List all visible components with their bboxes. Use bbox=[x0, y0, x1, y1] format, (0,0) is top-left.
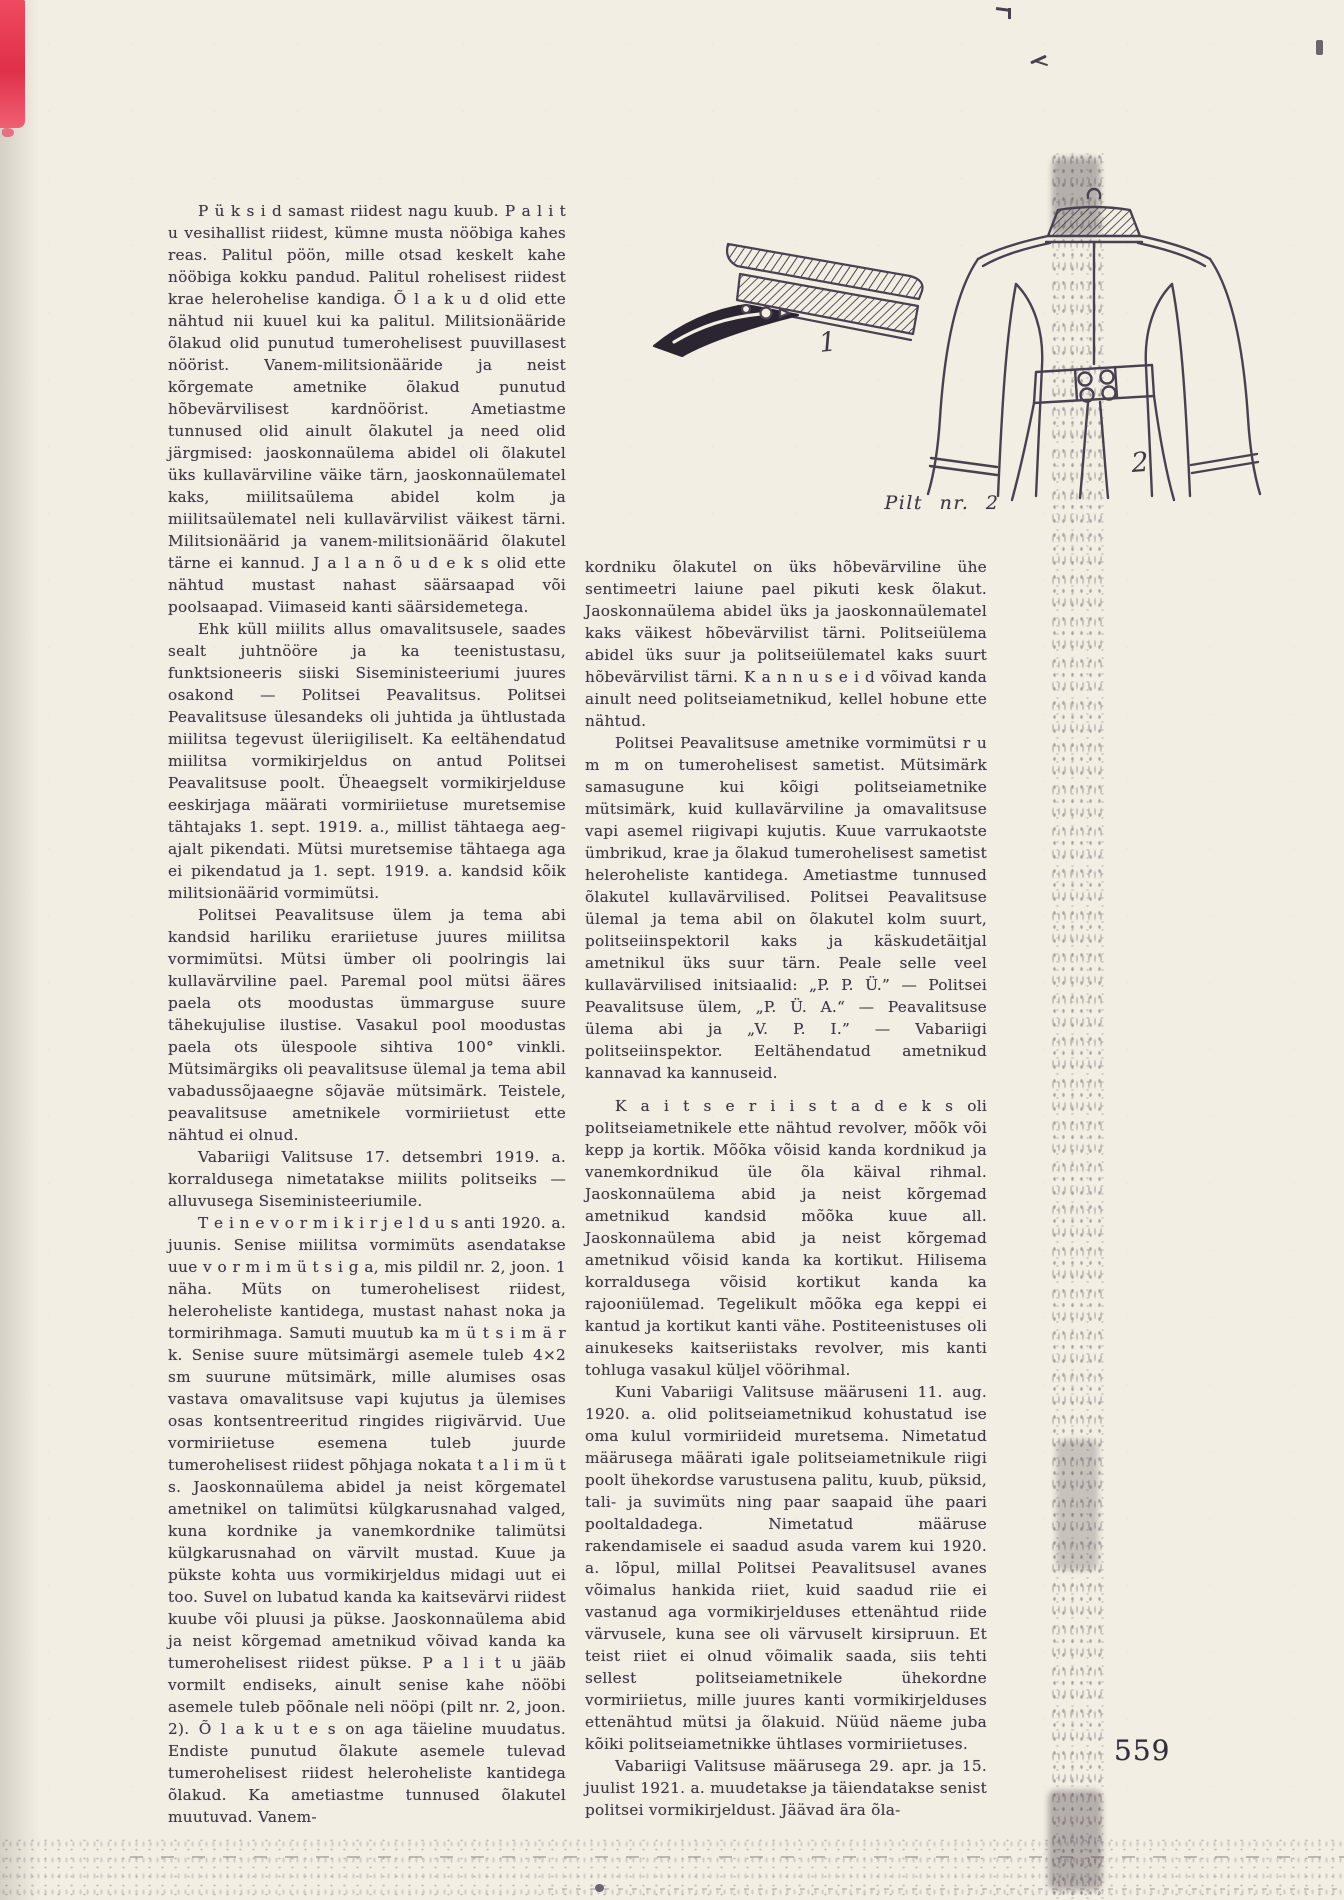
jacket-drawing bbox=[928, 189, 1260, 500]
scan-artifact-smudge bbox=[1056, 1440, 1098, 1570]
scan-artifact-mark bbox=[1008, 8, 1011, 19]
cap-visor bbox=[654, 305, 798, 356]
scan-artifact-red-fleck bbox=[2, 128, 14, 137]
scan-artifact-bottom-noise bbox=[0, 1836, 1344, 1900]
cap-button bbox=[761, 308, 772, 319]
jacket-shoulder-right bbox=[1140, 236, 1210, 259]
figure-pilt-2 bbox=[588, 166, 1280, 518]
paragraph: T e i n e v o r m i k i r j e l d u s anti 1920. a. juunis. Senise miilitsa vormimüts asendatakse uue v o r m i m ü t s i g a, mis pildil nr. 2, joon. 1 näha. Müts on tumerohelisest riidest, heleroheliste kantidega, mustast nahast noka ja tormirihmaga. Samuti muutub ka m ü t s i m ä r k. Senise suure mütsimärgi asemele tuleb 4×2 sm suurune mütsimärk, mille alumises osas vastava omavalitsuse vapi kujutus ja ülemises osas kontsentreeritud ringides riigivärvid. Uue vormiriietuse esemena tuleb juurde tumerohelisest riidest põhjaga nokata t a l i m ü t s. Jaoskonnaülema abidel ja neist kõrgematel ametnikel on talimütsi külgkarusnahad valged, kuna kordnike ja vanemkordnike talimütsi külgkarusnahad on värvilt mustad. Kuue ja pükste kohta uus vormikirjeldus midagi uut ei too. Suvel on lubatud kanda ka kaitsevärvi riidest kuube või pluusi ja pükse. Jaoskonnaülema abid ja neist kõrgemad ametnikud võivad kanda ka tumerohelisest riidest pükse. P a l i t u jääb vormilt endiseks, ainult senise kahe nööbi asemele tuleb põõnale neli nööpi (pilt nr. 2, joon. 2). Õ l a k u t e s on aga täieline muudatus. Endiste punutud õlakute asemele tulevad tumerohelisest riidest heleroheliste kantidega õlakud. Ka ametiastme tunnused õlakutel muutuvad. Vanem- bbox=[168, 1214, 566, 1826]
uniform-illustration bbox=[588, 166, 1280, 518]
jacket-cuff-left bbox=[930, 458, 997, 475]
paragraph: Politsei Peavalitsuse ülem ja tema abi kandsid hariliku erariietuse juures miilitsa vormimütsi. Mütsi ümber oli poolringis lai kullavärviline pael. Paremal pool mütsi ääres paela ots moodustas ümmarguse suure tähekujulise ilustise. Vasakul pool moodustas paela ots ülespoole sihtiva 100° vinkli. Mütsimärgiks oli peavalitsuse ülemal ja tema abil vabadussõjaaegne sõjaväe mütsimärk. Teistele, peavalitsuse ametnikele vormiriietust ette nähtud ei olnud. bbox=[168, 906, 566, 1144]
cap-button bbox=[742, 305, 750, 313]
jacket-cuff-right bbox=[1191, 454, 1258, 473]
paragraph: Ehk küll miilits allus omavalitsusele, saades sealt juhtnööre ja ka teenistustasu, funktsioneeris siiski Siseministeeriumi juures osakond — Politsei Peavalitsus. Politsei Peavalitsuse ülesandeks oli juhtida ja ühtlustada miilitsa tegevust üleriigiliselt. Ka eeltähendatud miilitsa vormikirjeldus on antud Politsei Peavalitsuse poolt. Üheaegselt vormikirjelduse eeskirjaga määrati vormiriietuse muretsemise tähtajaks 1. sept. 1919. a., millist tähtaega aeg-ajalt pikendati. Mütsi muretsemise tähtaega aga ei pikendatud ja 1. sept. 1919. a. kandsid kõik militsionäärid vormimütsi. bbox=[168, 620, 566, 902]
jacket-armhole-right bbox=[1146, 284, 1172, 366]
scan-artifact-dotted-line bbox=[548, 1888, 1344, 1890]
jacket-shoulder-left-piping bbox=[983, 243, 1050, 266]
scan-artifact-red-strip bbox=[0, 0, 25, 128]
paragraph: P ü k s i d samast riidest nagu kuub. P a l i t u vesihallist riidest, kümne musta nööbiga kahes reas. Palitul pöön, mille otsad keskelt kahe nööbiga kokku pandud. Palitul rohelisest riidest krae helerohelise kandiga. Õ l a k u d olid ette nähtud nii kuuel kui ka palitul. Militsionääride õlakud olid punutud tumerohelisest puuvillasest nöörist. Vanem-militsionääride ja neist kõrgemate ametnike õlakud punutud hõbevärvilisest kardnöörist. Ametiastme tunnused olid ainult õlakutel ja need olid järgmised: jaoskonnaülema abidel oli õlakutel üks kullavärviline väike tärn, jaoskonnaülematel kaks, miilitsaülema abidel kolm ja miilitsaülematel neli kullavärvilist väikest tärni. Militsionäärid ja vanem-militsionäärid õlakutel tärne ei kannud. J a l a n õ u d e k s olid ette nähtud mustast nahast säärsaapad või poolsaapad. Viimaseid kanti säärsidemetega. bbox=[168, 202, 566, 616]
figure-caption: Pilt nr. 2 bbox=[884, 492, 1000, 514]
jacket-belt-button bbox=[1079, 373, 1092, 386]
paragraph: Vabariigi Valitsuse määrusega 29. apr. ja 15. juulist 1921. a. muudetakse ja täiendatakse senist politsei vormikirjeldust. Jäävad ära õla- bbox=[585, 1757, 987, 1819]
scan-artifact-left-edge-shadow bbox=[0, 0, 40, 1900]
scan-artifact-dashed-line bbox=[130, 1856, 1344, 1858]
scan-artifact-mark bbox=[595, 1884, 604, 1892]
jacket-skirt-left bbox=[1012, 403, 1034, 500]
jacket-number-label: 2 bbox=[1130, 446, 1150, 479]
jacket-belt-button bbox=[1101, 371, 1114, 384]
jacket-hanging-loop bbox=[1088, 189, 1100, 198]
jacket-shoulder-left bbox=[978, 236, 1048, 259]
text-column-right bbox=[585, 556, 987, 1821]
paragraph: Politsei Peavalitsuse ametnike vormimütsi r u m m on tumerohelisest sametist. Mütsimärk samasugune kui kõigi politseiametnike mütsimärk, kuid kullavärviline ja omavalitsuse vapi asemel riigivapi kujutis. Kuue varrukaotste ümbrikud, krae ja õlakud tumerohelisest sametist heleroheliste kantidega. Ametiastme tunnused õlakutel kullavärvilised. Politsei Peavalitsuse ülemal ja tema abil on õlakutel kolm suurt, politseiinspektoril kaks ja käskudetäitjal ametnikul üks suur tärn. Peale selle veel kullavärvilised initsiaalid: „P. P. Ü.” — Politsei Peavalitsuse ülem, „P. Ü. A.“ — Peavalitsuse ülema abi ja „V. P. I.” — Vabariigi politseiinspektor. Eeltähendatud ametnikud kannavad ka kannuseid. bbox=[585, 734, 987, 1082]
jacket-side-seam-left bbox=[1036, 366, 1042, 496]
jacket-armhole-left bbox=[1016, 284, 1042, 366]
paragraph: Vabariigi Valitsuse 17. detsembri 1919. a. korraldusega nimetatakse miilits politseiks — alluvusega Siseministeeriumile. bbox=[168, 1148, 566, 1210]
jacket-vent-left bbox=[1080, 403, 1088, 498]
scan-artifact-mark bbox=[1316, 40, 1323, 55]
text-column-left bbox=[168, 200, 566, 1828]
jacket-skirt-right bbox=[1154, 396, 1174, 500]
page-number: 559 bbox=[1114, 1734, 1171, 1767]
jacket-sleeve-right-inner bbox=[1172, 284, 1190, 496]
cap-drawing bbox=[654, 244, 923, 356]
scan-artifact-mark bbox=[1034, 60, 1048, 66]
jacket-shoulder-right-piping bbox=[1138, 243, 1205, 266]
jacket-sleeve-left-inner bbox=[998, 284, 1016, 496]
paragraph: kordniku õlakutel on üks hõbevärviline ühe sentimeetri laiune pael pikuti kesk õlakut. Jaoskonnaülema abidel üks ja jaoskonnaülematel kaks väikest hõbevärvilist tärni. Politseiülema abidel üks suur ja politseiülematel kaks suurt hõbevärvilist tärni. K a n n u s e i d võivad kanda ainult need politseiametnikud, kellel hobune ette nähtud. bbox=[585, 558, 987, 730]
jacket-vent-right bbox=[1100, 402, 1108, 498]
paragraph: Kuni Vabariigi Valitsuse määruseni 11. aug. 1920. a. olid politseiametnikud kohustatud ise oma kulul vormiriideid muretsema. Nimetatud määrusega määrati igale politseiametnikule riigi poolt ühekordse varustusena palitu, kuub, püksid, tali- ja suvimüts ning paar saapaid ühe paari pooltaldadega. Nimetatud määruse rakendamisele ei saadud asuda varem kui 1920. a. lõpul, millal Politsei Peavalitsusel avanes võimalus hankida riiet, kuid saadud riie ei vastanud aga vormikirjelduses ettenähtud riide värvusele, kuna see oli värvuselt kirsipruun. Et teist riiet ei olnud võimalik saada, siis tehti sellest politseiametnikele ühekordne vormiriietus, mille juures kanti vormikirjelduses ettenähtud mütsi ja õlakuid. Nüüd näeme juba kõiki politseiametnikke ühtlases vormiriietuses. bbox=[585, 1383, 987, 1753]
jacket-collar bbox=[1048, 207, 1140, 236]
paragraph: K a i t s e r i i s t a d e k s oli politseiametnikele ette nähtud revolver, mõõk või kepp ja kortik. Mõõka võisid kanda kordnikud ja vanemkordnikud üle õla käival rihmal. Jaoskonnaülema abid ja neist kõrgemad ametnikud kandsid mõõka kuue all. Jaoskonnaülema abid ja neist kõrgemad ametnikud võisid kanda ka kortikut. Hilisema korraldusega võisid kortikut kanda ka rajooniülemad. Tegelikult mõõka ega keppi ei kantud ja kortikut kanti vähe. Postiteenistuses oli ainukeseks kaitseriistaks revolver, mis kanti tohluga vasakul küljel vöörihmal. bbox=[585, 1097, 987, 1379]
cap-number-label: 1 bbox=[817, 326, 838, 359]
